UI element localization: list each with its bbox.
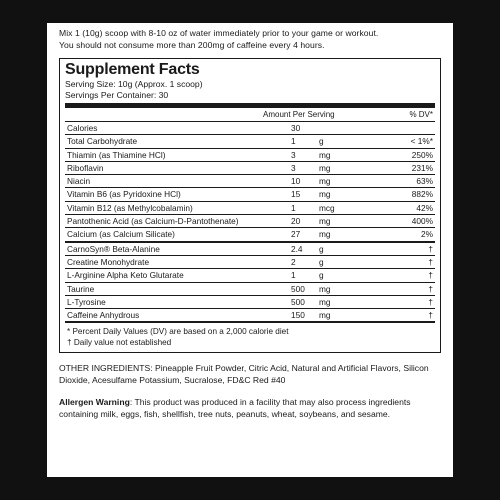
row-amount: 500 [291,296,305,307]
row-unit: mg [319,176,331,187]
row-name: Pantothenic Acid (as Calcium-D-Pantothenate) [67,216,239,227]
facts-row [65,309,435,321]
row-unit: mg [319,310,331,321]
row-unit: mg [319,296,331,307]
row-unit: mg [319,283,331,294]
facts-row [65,215,435,228]
row-amount: 3 [291,162,296,173]
facts-row [65,175,435,188]
row-name: Niacin [67,176,91,187]
row-unit: mcg [319,202,335,213]
facts-row [65,149,435,162]
row-unit: mg [319,216,331,227]
row-name: Creatine Monohydrate [67,256,150,267]
row-dv: 2% [421,229,433,240]
row-dv: † [428,243,433,254]
row-unit: mg [319,229,331,240]
row-dv: † [428,283,433,294]
row-amount: 10 [291,176,301,187]
row-dv: † [428,270,433,281]
dv-note: * Percent Daily Values (DV) are based on a 2,000 calorie diet [67,327,289,337]
facts-title: Supplement Facts [65,61,200,78]
header-dv: % DV* [409,110,433,119]
dagger-note: † Daily value not established [67,338,172,348]
facts-row [65,283,435,296]
facts-row [65,243,435,256]
ingredient-rows [65,243,435,322]
facts-row [65,122,435,135]
facts-row [65,296,435,309]
row-name: CarnoSyn® Beta-Alanine [67,243,160,254]
allergen-text: : This product was produced in a facility that may also process ingredients containing milk, eggs, fish, shellfish, tree nuts, peanuts, wheat, soybeans, and sesame. [59,397,411,420]
other-ingredients: OTHER INGREDIENTS: Pineapple Fruit Powder, Citric Acid, Natural and Artificial Flavors, Silicon Dioxide, Acesulfame Potassium, Sucralose, FD&C Red #40 [59,363,429,386]
row-amount: 500 [291,283,305,294]
row-unit: mg [319,149,331,160]
row-unit: g [319,256,324,267]
row-unit: g [319,243,324,254]
row-unit: g [319,136,324,147]
row-name: Vitamin B6 (as Pyridoxine HCl) [67,189,181,200]
row-name: Caffeine Anhydrous [67,310,140,321]
header-amount: Amount Per Serving [263,110,335,119]
row-name: Taurine [67,283,95,294]
directions-line-1: Mix 1 (10g) scoop with 8-10 oz of water immediately prior to your game or workout. [59,28,379,38]
row-dv: 250% [411,149,433,160]
facts-row [65,256,435,269]
nutrient-rows [65,122,435,241]
row-name: Total Carbohydrate [67,136,138,147]
row-amount: 30 [291,123,301,133]
facts-row [65,228,435,240]
directions-line-2: You should not consume more than 200mg of caffeine every 4 hours. [59,40,325,50]
row-amount: 2 [291,256,296,267]
row-unit: mg [319,189,331,200]
row-dv: 231% [411,162,433,173]
facts-notes [65,326,435,348]
row-amount: 1 [291,136,296,147]
row-dv: † [428,296,433,307]
bottom-divider [65,321,435,323]
allergen-warning [59,396,441,420]
row-name: Thiamin (as Thiamine HCl) [67,149,166,160]
row-amount: 1 [291,202,296,213]
row-unit: mg [319,162,331,173]
row-dv: < 1%* [410,136,433,147]
facts-row [65,135,435,148]
facts-row [65,162,435,175]
allergen-label: Allergen Warning [59,397,130,408]
row-dv: 400% [411,216,433,227]
row-amount: 20 [291,216,301,227]
row-name: L-Tyrosine [67,296,106,307]
row-unit: g [319,270,324,281]
row-name: Vitamin B12 (as Methylcobalamin) [67,202,193,213]
row-amount: 27 [291,229,301,240]
row-amount: 150 [291,310,305,321]
row-amount: 1 [291,270,296,281]
directions [59,27,441,51]
label-panel [47,23,453,477]
facts-header-row [65,108,435,122]
servings-per-container: Servings Per Container: 30 [65,90,169,100]
row-name: Riboflavin [67,162,104,173]
row-name: Calcium (as Calcium Silicate) [67,229,175,240]
facts-row [65,188,435,201]
row-name: L-Arginine Alpha Keto Glutarate [67,270,184,281]
row-amount: 2.4 [291,243,303,254]
row-dv: 63% [416,176,433,187]
row-dv: 882% [411,189,433,200]
serving-size: Serving Size: 10g (Approx. 1 scoop) [65,79,203,89]
row-dv: † [428,256,433,267]
row-name: Calories [67,123,98,133]
row-amount: 3 [291,149,296,160]
facts-row [65,202,435,215]
supplement-facts-box [59,58,441,353]
row-dv: † [428,310,433,321]
row-dv: 42% [416,202,433,213]
row-amount: 15 [291,189,301,200]
facts-row [65,269,435,282]
